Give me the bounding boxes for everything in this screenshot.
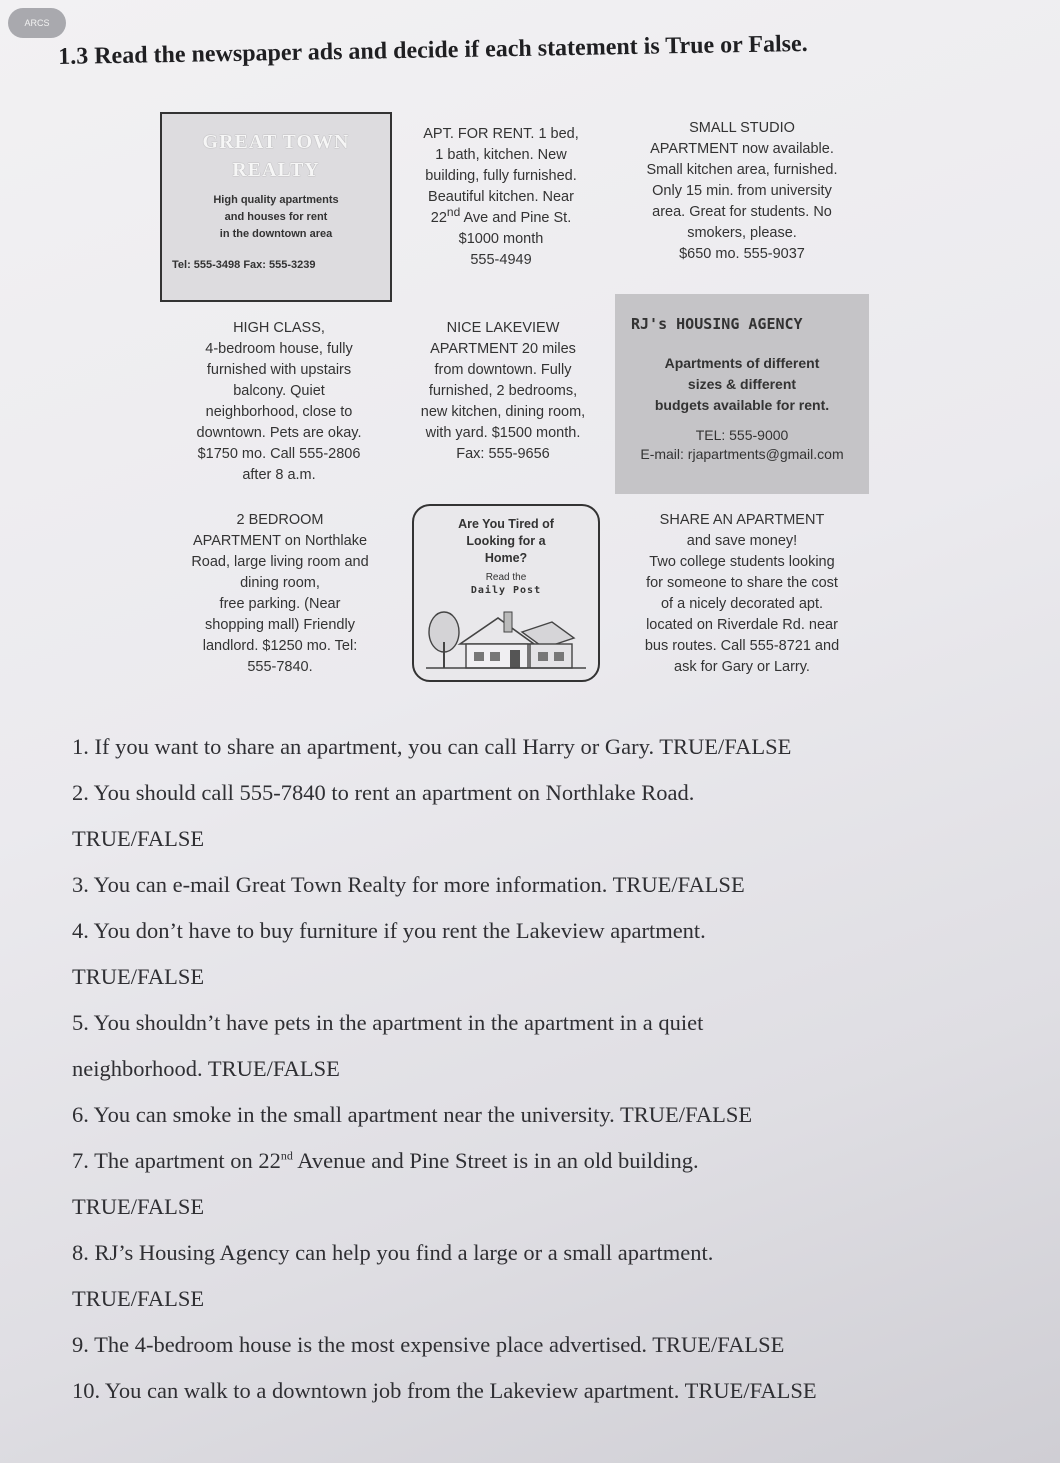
question-3: 3. You can e-mail Great Town Realty for more information. TRUE/FALSE xyxy=(72,872,745,897)
ad-rj-housing-agency xyxy=(615,294,869,494)
ad-great-town-realty xyxy=(160,112,392,302)
apt-address: 22nd Ave and Pine St. xyxy=(430,205,572,226)
great-town-contact: Tel: 555-3498 Fax: 555-3239 xyxy=(172,259,316,271)
question-7-answer: TRUE/FALSE xyxy=(72,1194,205,1219)
question-5-answer: neighborhood. TRUE/FALSE xyxy=(72,1056,340,1081)
question-2-answer: TRUE/FALSE xyxy=(72,826,205,851)
question-4-answer: TRUE/FALSE xyxy=(72,964,205,989)
question-7: 7. The apartment on 22nd Avenue and Pine Street is in an old building. xyxy=(72,1148,699,1173)
ad-lakeview-apartment: NICE LAKEVIEW APARTMENT 20 miles from downtown. Fully furnished, 2 bedrooms, new kitchen, dining room, with yard. $1500 month. Fax: 555-9656 xyxy=(420,320,586,462)
question-10: 10. You can walk to a downtown job from the Lakeview apartment. TRUE/FALSE xyxy=(72,1378,817,1403)
exercise-heading: 1.3 Read the newspaper ads and decide if each statement is True or False. xyxy=(58,30,808,70)
ad-small-studio: SMALL STUDIO APARTMENT now available. Small kitchen area, furnished. Only 15 min. from university area. Great for students. No smokers, please. $650 mo. 555-9037 xyxy=(646,120,838,262)
question-8-answer: TRUE/FALSE xyxy=(72,1286,205,1311)
question-9: 9. The 4-bedroom house is the most expensive place advertised. TRUE/FALSE xyxy=(72,1332,785,1357)
house-illustration xyxy=(426,602,586,676)
rj-logo: RJ's HOUSING AGENCY xyxy=(631,315,803,333)
question-4: 4. You don’t have to buy furniture if you rent the Lakeview apartment. xyxy=(72,918,706,943)
great-town-tagline: High quality apartments and houses for rent in the downtown area xyxy=(213,194,339,240)
ad-high-class-house: HIGH CLASS, 4-bedroom house, fully furnished with upstairs balcony. Quiet neighborhood, close to downtown. Pets are okay. $1750 mo. Call 555-2806 after 8 a.m. xyxy=(196,320,362,483)
question-1: 1. If you want to share an apartment, you can call Harry or Gary. TRUE/FALSE xyxy=(72,734,792,759)
ad-two-bedroom-northlake: 2 BEDROOM APARTMENT on Northlake Road, large living room and dining room, free parking. (Near shopping mall) Friendly landlord. $1250 mo. Tel: 555-7840. xyxy=(191,512,369,675)
question-2: 2. You should call 555-7840 to rent an apartment on Northlake Road. xyxy=(72,780,695,805)
ad-apt-for-rent: APT. FOR RENT. 1 bed, 1 bath, kitchen. New building, fully furnished. Beautiful kitchen. Near 22nd Ave and Pine St. $1000 month 555-4949 xyxy=(398,124,604,271)
question-6: 6. You can smoke in the small apartment near the university. TRUE/FALSE xyxy=(72,1102,753,1127)
true-false-questions xyxy=(72,724,972,1414)
daily-post-question: Are You Tired of Looking for a Home? xyxy=(458,517,554,565)
rj-description: Apartments of different sizes & different budgets available for rent. xyxy=(654,355,830,413)
ad-daily-post: Are You Tired of Looking for a Home? Read the Daily Post xyxy=(412,504,600,682)
rj-contact: TEL: 555-9000 E-mail: rjapartments@gmail.com xyxy=(640,427,844,462)
great-town-logo: GREAT TOWN REALTY xyxy=(202,131,350,181)
ad-share-apartment: SHARE AN APARTMENT and save money! Two college students looking for someone to share the cost of a nicely decorated apt. located on Riverdale Rd. near bus routes. Call 555-8721 and ask for Gary or Larry. xyxy=(644,512,840,675)
corner-stamp: ARCS xyxy=(8,8,66,38)
question-5: 5. You shouldn’t have pets in the apartment in the apartment in a quiet xyxy=(72,1010,704,1035)
daily-post-name: Daily Post xyxy=(470,585,542,596)
question-8: 8. RJ’s Housing Agency can help you find a large or a small apartment. xyxy=(72,1240,714,1265)
